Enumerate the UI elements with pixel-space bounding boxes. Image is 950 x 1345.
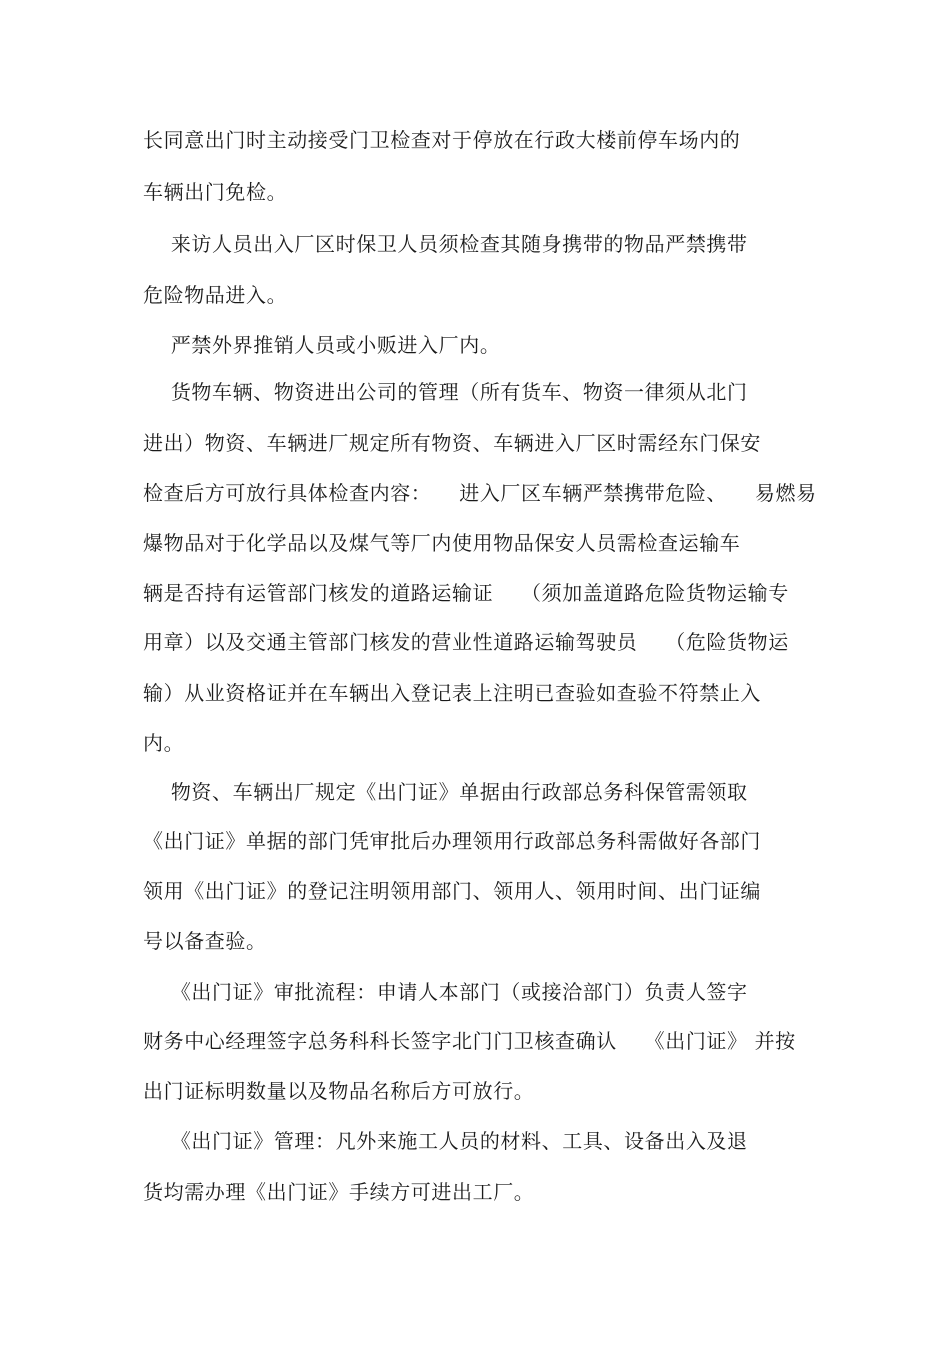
text-line: 《出门证》管理：凡外来施工人员的材料、工具、设备出入及退 <box>143 1129 748 1153</box>
text-line: 爆物品对于化学品以及煤气等厂内使用物品保安人员需检查运输车 <box>143 531 741 555</box>
text-line: 进出）物资、车辆进厂规定所有物资、车辆进入厂区时需经东门保安 <box>143 431 761 455</box>
text-line: 严禁外界推销人员或小贩进入厂内。 <box>143 333 501 357</box>
text-line: 物资、车辆出厂规定《出门证》单据由行政部总务科保管需领取 <box>143 780 748 804</box>
text-line: 内。 <box>143 731 185 755</box>
text-line: 用章）以及交通主管部门核发的营业性道路运输驾驶员 （危险货物运 <box>143 630 789 654</box>
text-line: 出门证标明数量以及物品名称后方可放行。 <box>143 1079 535 1103</box>
text-line: 车辆出门免检。 <box>143 180 288 204</box>
text-line: 来访人员出入厂区时保卫人员须检查其随身携带的物品严禁携带 <box>143 232 748 256</box>
text-line: 货物车辆、物资进出公司的管理（所有货车、物资一律须从北门 <box>143 380 748 404</box>
text-line: 领用《出门证》的登记注明领用部门、领用人、领用时间、出门证编 <box>143 879 761 903</box>
text-line: 辆是否持有运管部门核发的道路运输证 （须加盖道路危险货物运输专 <box>143 581 789 605</box>
text-line: 《出门证》审批流程：申请人本部门（或接洽部门）负责人签字 <box>143 980 748 1004</box>
text-line: 检查后方可放行具体检查内容： 进入厂区车辆严禁携带危险、 易燃易 <box>143 481 817 505</box>
text-line: 财务中心经理签字总务科科长签字北门门卫核查确认 《出门证》 并按 <box>143 1029 796 1053</box>
text-line: 长同意出门时主动接受门卫检查对于停放在行政大楼前停车场内的 <box>143 128 741 152</box>
text-line: 输）从业资格证并在车辆出入登记表上注明已查验如查验不符禁止入 <box>143 681 761 705</box>
text-line: 危险物品进入。 <box>143 283 288 307</box>
text-line: 货均需办理《出门证》手续方可进出工厂。 <box>143 1180 535 1204</box>
text-line: 《出门证》单据的部门凭审批后办理领用行政部总务科需做好各部门 <box>143 829 761 853</box>
text-line: 号以备查验。 <box>143 929 267 953</box>
